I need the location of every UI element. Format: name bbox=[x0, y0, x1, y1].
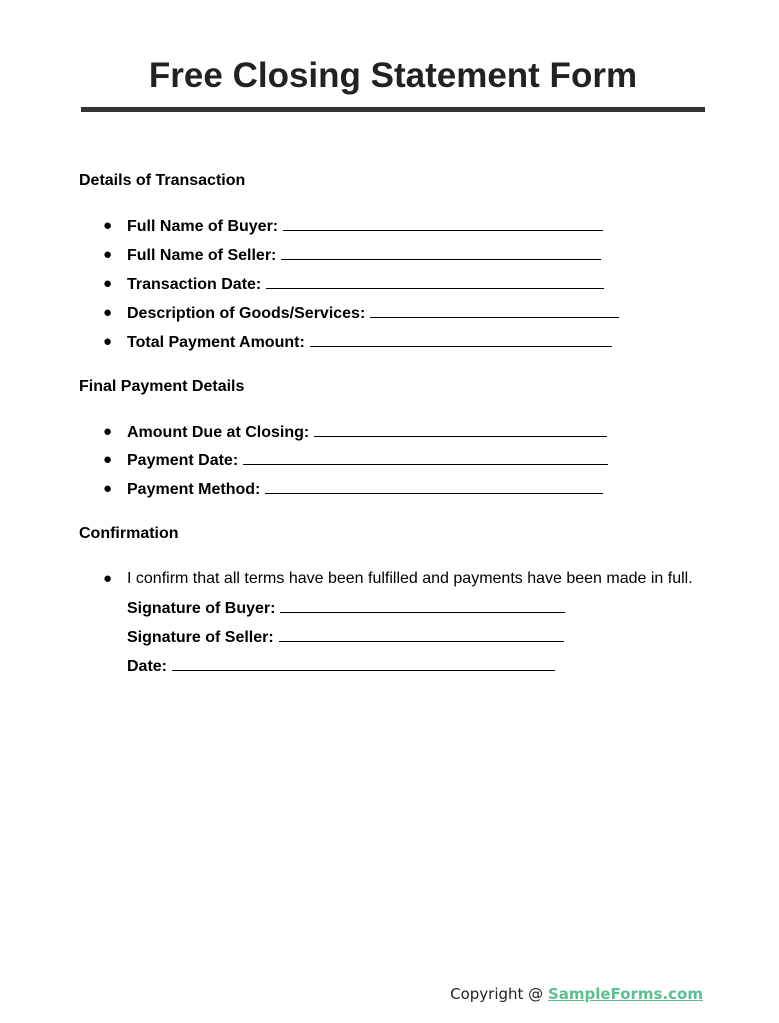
field-label: Signature of Seller: bbox=[127, 629, 274, 646]
blank-line[interactable] bbox=[370, 303, 619, 318]
field-label: Transaction Date: bbox=[127, 276, 262, 293]
field-label: Date: bbox=[127, 658, 168, 675]
field-label: Signature of Buyer: bbox=[127, 600, 276, 617]
field-label: Total Payment Amount: bbox=[127, 334, 305, 351]
copyright-footer bbox=[450, 984, 703, 1004]
field-signature-buyer bbox=[127, 598, 565, 619]
title-divider bbox=[81, 107, 705, 112]
field-label: Full Name of Seller: bbox=[127, 247, 277, 264]
brand-link[interactable]: SampleForms.com bbox=[547, 985, 703, 1003]
blank-line[interactable] bbox=[281, 245, 601, 260]
bullet-icon: ● bbox=[103, 304, 113, 321]
section-heading-payment: Final Payment Details bbox=[79, 378, 245, 395]
field-label: Payment Date: bbox=[127, 452, 239, 469]
bullet-icon: ● bbox=[103, 275, 113, 292]
blank-line[interactable] bbox=[172, 656, 555, 671]
bullet-icon: ● bbox=[103, 570, 113, 587]
bullet-icon: ● bbox=[103, 217, 113, 234]
blank-line[interactable] bbox=[279, 627, 564, 642]
copyright-prefix: Copyright @ bbox=[450, 985, 548, 1003]
blank-line[interactable] bbox=[310, 332, 612, 347]
field-label: Full Name of Buyer: bbox=[127, 218, 279, 235]
field-amount-due bbox=[127, 422, 607, 443]
section-heading-confirmation: Confirmation bbox=[79, 525, 179, 542]
field-total-payment bbox=[127, 332, 612, 353]
field-transaction-date bbox=[127, 274, 604, 295]
field-label: Description of Goods/Services: bbox=[127, 305, 366, 322]
blank-line[interactable] bbox=[265, 479, 603, 494]
bullet-icon: ● bbox=[103, 451, 113, 468]
bullet-icon: ● bbox=[103, 480, 113, 497]
section-heading-transaction: Details of Transaction bbox=[79, 172, 246, 189]
blank-line[interactable] bbox=[280, 598, 565, 613]
bullet-icon: ● bbox=[103, 423, 113, 440]
blank-line[interactable] bbox=[266, 274, 604, 289]
field-buyer-name bbox=[127, 216, 603, 237]
blank-line[interactable] bbox=[283, 216, 603, 231]
confirmation-statement: I confirm that all terms have been fulfilled and payments have been made in full. bbox=[127, 570, 693, 587]
field-goods-description bbox=[127, 303, 619, 324]
field-signature-seller bbox=[127, 627, 564, 648]
blank-line[interactable] bbox=[243, 450, 608, 465]
field-label: Payment Method: bbox=[127, 481, 261, 498]
field-date bbox=[127, 656, 555, 677]
bullet-icon: ● bbox=[103, 333, 113, 350]
bullet-icon: ● bbox=[103, 246, 113, 263]
page-title: Free Closing Statement Form bbox=[148, 56, 638, 95]
field-payment-method bbox=[127, 479, 603, 500]
field-seller-name bbox=[127, 245, 601, 266]
field-payment-date bbox=[127, 450, 608, 471]
field-label: Amount Due at Closing: bbox=[127, 424, 310, 441]
blank-line[interactable] bbox=[314, 422, 607, 437]
